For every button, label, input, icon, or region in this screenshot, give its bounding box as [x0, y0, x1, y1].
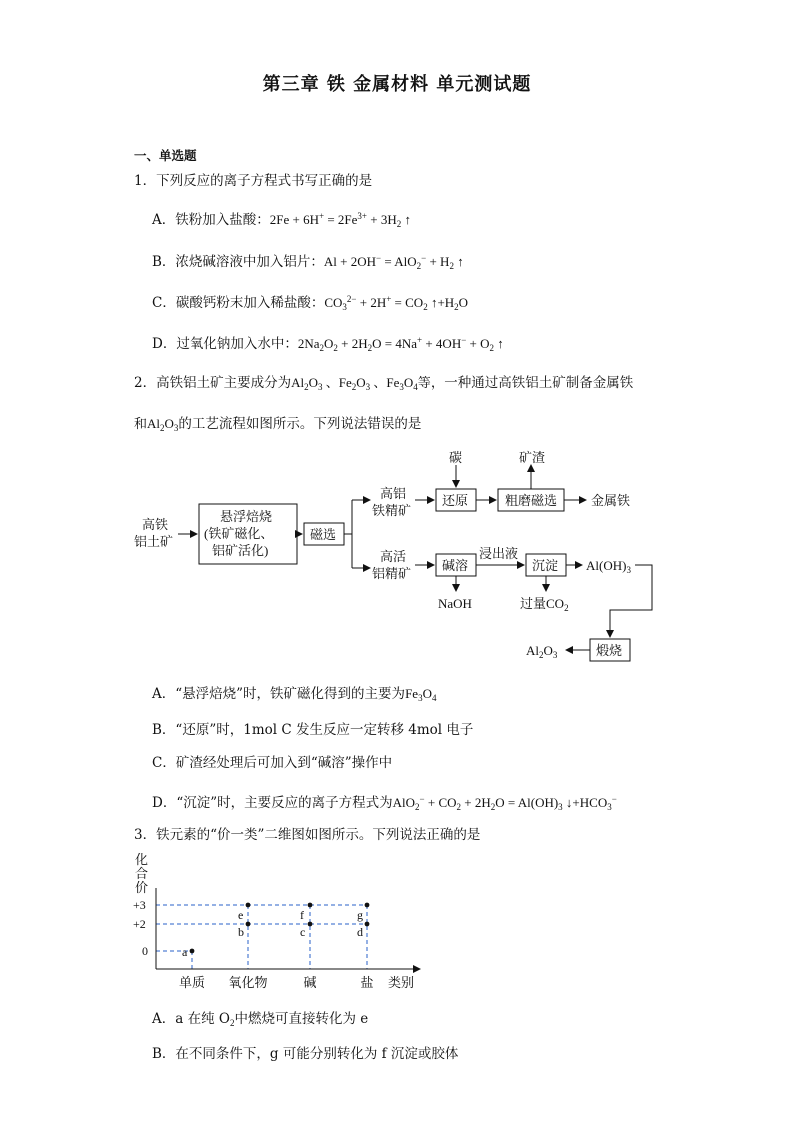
q2-option-c[interactable]: C．矿渣经处理后可加入到“碱溶”操作中 [152, 755, 393, 771]
point-e [246, 903, 251, 908]
flow-calcine: 煅烧 [596, 643, 623, 658]
xlabel: 类别 [388, 975, 415, 990]
y-tick-label: 0 [142, 944, 148, 958]
y-tick-label: +2 [133, 917, 146, 931]
flow-grind: 粗磨磁选 [505, 493, 558, 508]
valence-category-chart [130, 850, 430, 995]
q3-option-a-tail: 中燃烧可直接转化为 e [234, 1011, 369, 1027]
q2-stem-part1: 2．高铁铝土矿主要成分为 [134, 375, 292, 391]
q3-option-a[interactable] [152, 1010, 368, 1032]
q1-option-a-label: A．铁粉加入盐酸： [152, 212, 270, 228]
q2-option-d-label: D．“沉淀”时，主要反应的离子方程式为 [152, 795, 393, 811]
page-title: 第三章 铁 金属材料 单元测试题 [262, 74, 532, 95]
flow-roast-1: 悬浮焙烧 [220, 509, 273, 524]
q2-stem-part3: 的工艺流程如图所示。下列说法错误的是 [178, 416, 422, 432]
flow-hife-2: 铁精矿 [372, 503, 412, 518]
q2-stem-formulas: $Al_2O_3$ 、$Fe_2O_3$ 、$Fe_3O_4$等 [291, 375, 431, 392]
flow-hial-1: 高活 [380, 549, 407, 564]
point-label-d: d [357, 925, 363, 939]
point-label-c: c [300, 925, 306, 939]
point-f [308, 903, 313, 908]
q1-option-d[interactable] [152, 331, 504, 357]
point-a [190, 949, 195, 954]
q1-option-b[interactable] [152, 249, 464, 275]
flow-leach: 浸出液 [479, 546, 519, 561]
q2-option-a-label: A．“悬浮焙烧”时，铁矿磁化得到的主要为 [152, 686, 406, 702]
q1-stem: 1．下列反应的离子方程式书写正确的是 [134, 173, 373, 189]
x-tick-label: 氧化物 [228, 975, 268, 990]
q2-option-a-formula: $Fe_3O_4$ [405, 686, 437, 703]
q2-stem-part2: ，一种通过高铁铝土矿制备金属铁 [430, 375, 634, 391]
flow-iron: 金属铁 [591, 493, 631, 508]
point-d [365, 922, 370, 927]
flow-alkali: 碱溶 [442, 558, 469, 573]
section-heading: 一、单选题 [134, 148, 197, 163]
flow-carbon: 碳 [449, 450, 463, 465]
flow-co2: 过量$CO_2$ [520, 596, 569, 613]
q2-option-a[interactable] [152, 685, 436, 707]
q1-option-a-eq: $2Fe + 6H^+ = 2Fe^{3+} + 3H_2$ ↑ [269, 211, 411, 229]
ylabel-2: 合 [135, 866, 149, 881]
point-label-e: e [238, 908, 244, 922]
q1-option-d-label: D．过氧化钠加入水中： [152, 336, 298, 352]
point-label-b: b [238, 925, 244, 939]
flow-reduce: 还原 [442, 493, 469, 508]
flow-hial-2: 铝精矿 [372, 566, 412, 581]
point-label-f: f [300, 908, 304, 922]
flow-aloh3: $Al(OH)_3$ [586, 558, 631, 575]
q2-stem-line2 [134, 415, 421, 437]
q3-option-b[interactable]: B．在不同条件下，g 可能分别转化为 f 沉淀或胶体 [152, 1046, 459, 1062]
q2-option-b[interactable]: B．“还原”时，1mol C 发生反应一定转移 4mol 电子 [152, 722, 474, 738]
flow-naoh: NaOH [438, 596, 472, 611]
flow-hife-1: 高铝 [380, 486, 407, 501]
flow-slag: 矿渣 [519, 450, 546, 465]
flow-magsep: 磁选 [310, 527, 337, 542]
x-tick-label: 单质 [179, 975, 206, 990]
q1-option-b-label: B．浓烧碱溶液中加入铝片： [152, 254, 324, 270]
process-flowchart [130, 445, 665, 670]
ylabel-3: 价 [135, 880, 149, 895]
q3-stem: 3．铁元素的“价一类”二维图如图所示。下列说法正确的是 [134, 827, 481, 843]
flow-roast-3: 铝矿活化) [212, 543, 269, 558]
q1-option-c-label: C．碳酸钙粉末加入稀盐酸： [152, 295, 325, 311]
flow-al2o3: $Al_2O_3$ [526, 643, 558, 660]
point-g [365, 903, 370, 908]
q2-option-d-eq: $AlO_2^- + CO_2 + 2H_2O = Al(OH)_3$ $↓+HCO_3^-$ [392, 794, 617, 812]
q2-stem-al2o3: 和$Al_2O_3$ [134, 416, 179, 433]
point-b [246, 922, 251, 927]
q1-option-a[interactable] [152, 207, 411, 233]
q3-option-a-label: A．a 在纯 O [152, 1011, 230, 1027]
y-tick-label: +3 [133, 898, 146, 912]
flow-roast-2: (铁矿磁化、 [204, 526, 274, 541]
q2-option-d[interactable] [152, 790, 617, 816]
q1-option-c-eq: $CO_3^{2-} + 2H^+ = CO_2$ $↑+H_2O$ [324, 294, 469, 312]
flow-ore-2: 铝土矿 [134, 534, 174, 549]
q3-option-a-sub: 2 [229, 1018, 235, 1028]
q1-option-d-eq: $2Na_2O_2 + 2H_2O = 4Na^+ + 4OH^- + O_2$ ↑ [297, 335, 504, 353]
point-label-a: a [182, 945, 188, 959]
ylabel-1: 化 [135, 852, 149, 867]
x-tick-label: 碱 [303, 975, 317, 990]
flow-ore-1: 高铁 [142, 517, 169, 532]
q1-option-c[interactable] [152, 290, 468, 316]
q2-stem-line1 [134, 374, 633, 396]
point-c [308, 922, 313, 927]
point-label-g: g [357, 908, 363, 922]
q1-option-b-eq: $Al + 2OH^- = AlO_2^- + H_2$ ↑ [323, 253, 464, 271]
flow-precip: 沉淀 [532, 558, 559, 573]
x-tick-label: 盐 [360, 975, 374, 990]
